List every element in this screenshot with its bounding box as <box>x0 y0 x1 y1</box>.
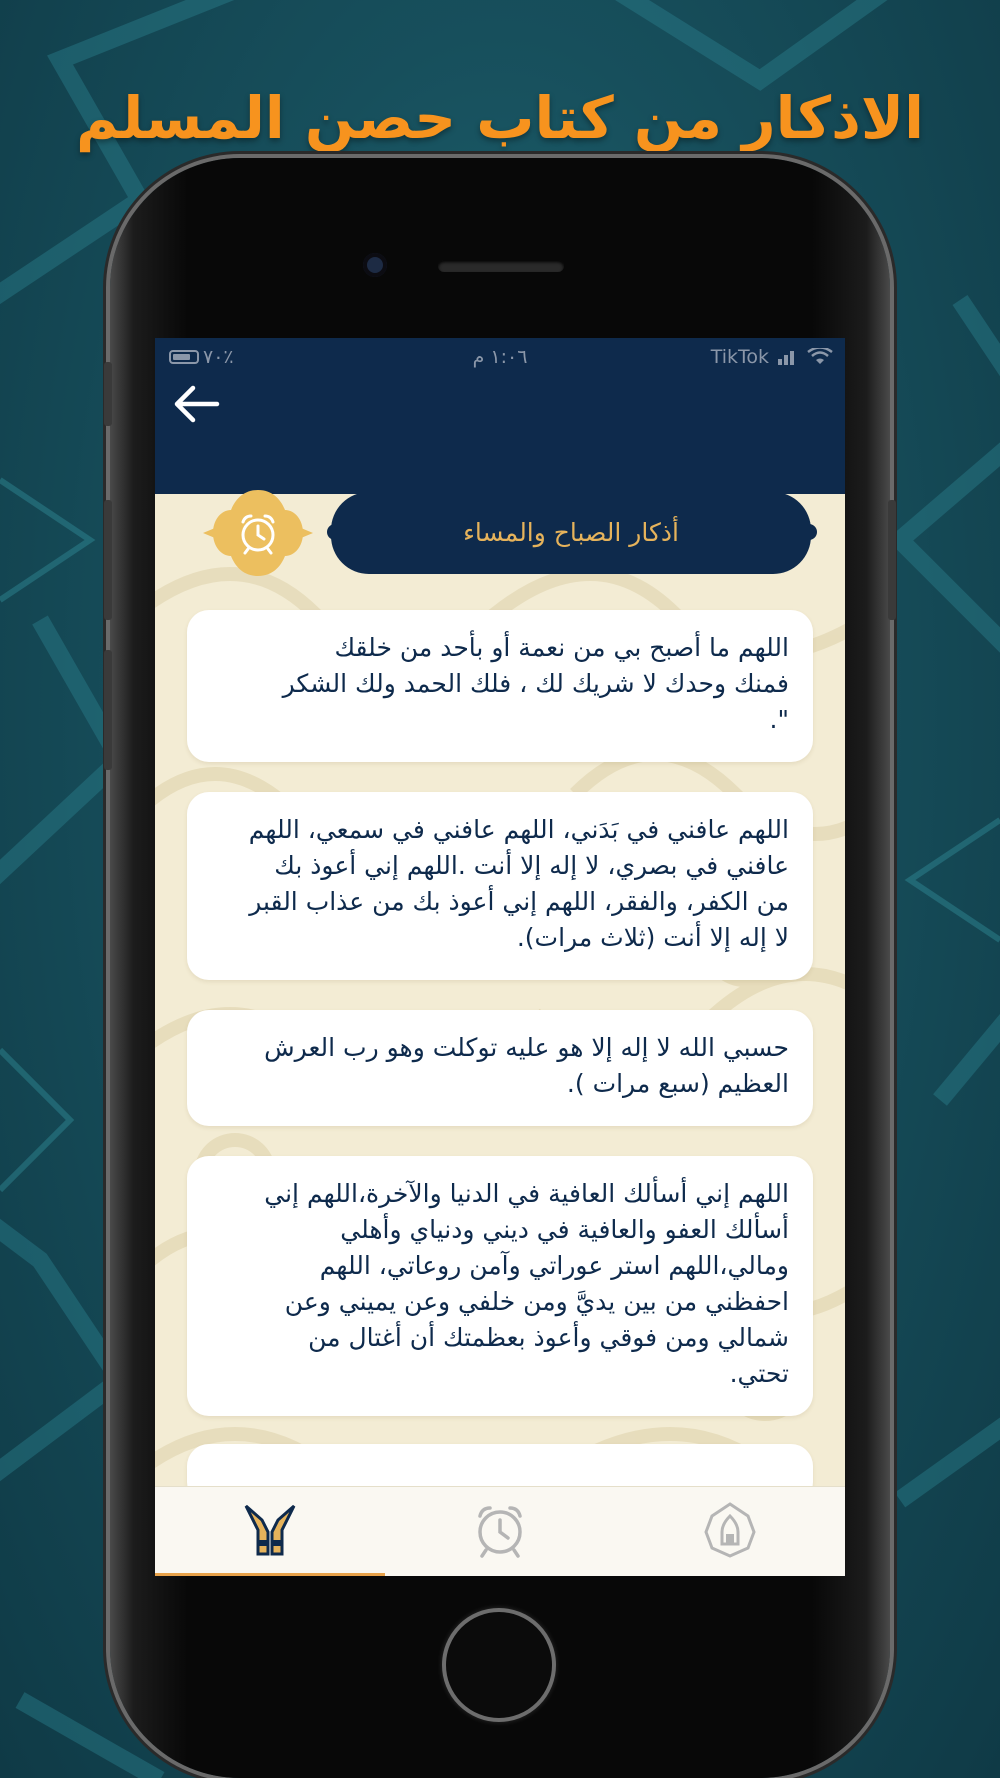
alarm-clock-icon <box>470 1502 530 1558</box>
battery-percent: ٧٠٪ <box>203 346 234 368</box>
power-button <box>888 500 896 620</box>
promo-title: الاذكار من كتاب حصن المسلم <box>76 84 924 152</box>
earpiece-speaker <box>438 260 564 272</box>
dhikr-card[interactable] <box>187 610 813 762</box>
section-title: أذكار الصباح والمساء <box>331 492 811 574</box>
praying-hands-icon <box>240 1502 300 1558</box>
tab-reminders[interactable] <box>385 1487 615 1576</box>
mute-switch <box>104 362 112 426</box>
tab-adhkar[interactable] <box>155 1487 385 1576</box>
tab-mosque[interactable] <box>615 1487 845 1576</box>
app-screen <box>155 338 845 1576</box>
dhikr-text: حسبي الله لا إله إلا هو عليه توكلت وهو رب العرش العظيم (سبع مرات ). <box>264 1033 789 1098</box>
active-tab-indicator <box>155 1573 385 1576</box>
signal-icon <box>777 349 799 365</box>
alarm-badge-icon[interactable] <box>203 486 313 580</box>
arrow-left-icon[interactable] <box>169 376 225 432</box>
carrier-label: TikTok <box>710 346 769 368</box>
volume-down-button <box>104 650 112 770</box>
front-camera <box>363 253 387 277</box>
mosque-lantern-icon <box>700 1502 760 1558</box>
dhikr-text: اللهم عافني في بَدَني، اللهم عافني في سمعي، اللهم عافني في بصري، لا إله إلا أنت .اللهم إني أعوذ بك من الكفر، والفقر، اللهم إني أعوذ بك من عذاب القبر لا إله إلا أنت (ثلاث مرات). <box>248 815 789 952</box>
status-bar <box>155 338 845 376</box>
dhikr-text: اللهم إني أسألك العافية في الدنيا والآخرة،اللهم إني أسألك العفو والعافية في ديني ودنياي وأهلي ومالي،اللهم استر عوراتي وآمن روعاتي، اللهم احفظني من بين يديَّ ومن خلفي وعن يميني وعن شمالي ومن فوقي وأعوذ بعظمتك أن أغتال من تحتي. <box>264 1179 789 1388</box>
dhikr-card[interactable] <box>187 1010 813 1126</box>
dhikr-card[interactable] <box>187 792 813 980</box>
app-header <box>155 376 845 494</box>
status-right-group <box>711 338 833 376</box>
dhikr-text: اللهم ما أصبح بي من نعمة أو بأحد من خلقك فمنك وحدك لا شريك لك ، فلك الحمد ولك الشكر ". <box>282 633 789 734</box>
bottom-tab-bar <box>155 1486 845 1576</box>
wifi-icon <box>807 348 833 366</box>
dhikr-card[interactable] <box>187 1156 813 1416</box>
home-button[interactable] <box>442 1608 556 1722</box>
status-time: ١:٠٦ م <box>472 346 528 368</box>
volume-up-button <box>104 500 112 620</box>
